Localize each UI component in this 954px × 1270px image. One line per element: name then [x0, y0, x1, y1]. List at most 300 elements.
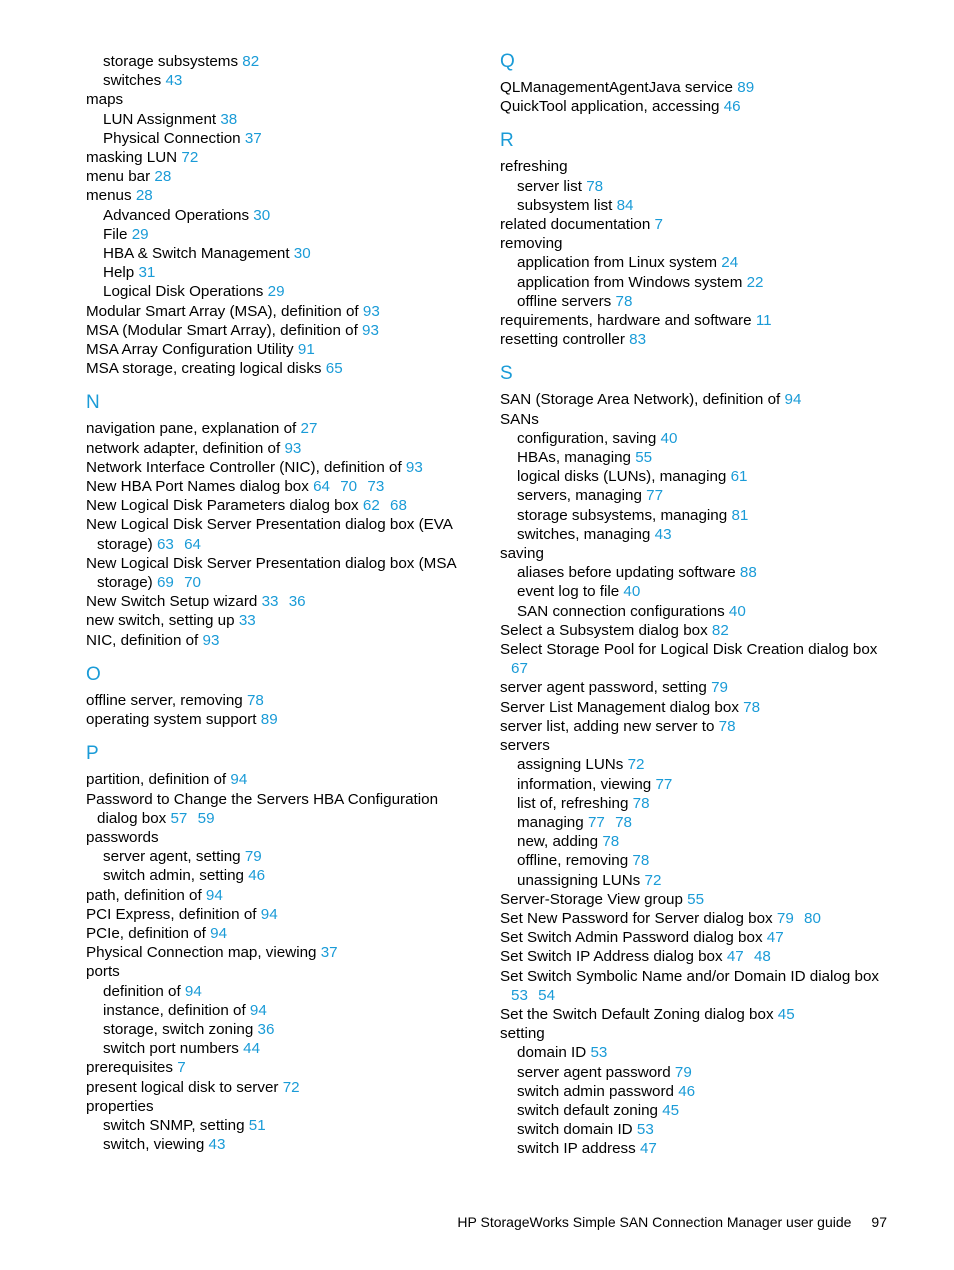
index-term: offline servers	[517, 292, 612, 310]
index-term: File	[103, 225, 128, 243]
page-link[interactable]: 45	[777, 1005, 795, 1023]
index-subentry	[517, 602, 895, 621]
page-link[interactable]: 36	[257, 1020, 275, 1038]
index-subentry	[517, 177, 895, 196]
index-term: NIC, definition of	[86, 631, 199, 649]
page-link[interactable]: 69	[156, 574, 174, 592]
page-link[interactable]: 77	[655, 775, 673, 793]
index-entry	[86, 496, 471, 515]
page-link[interactable]: 29	[267, 283, 285, 301]
index-term: HBA & Switch Management	[103, 245, 290, 263]
index-subentry	[103, 52, 471, 71]
page-link[interactable]: 55	[687, 890, 705, 908]
index-term: SAN connection configurations	[517, 602, 725, 620]
index-term: masking LUN	[86, 149, 178, 167]
index-term: operating system support	[86, 711, 257, 729]
index-subentry	[103, 110, 471, 129]
page-link[interactable]: 78	[632, 852, 650, 870]
index-letter-q: Q	[500, 51, 515, 72]
index-term: Modular Smart Array (MSA), definition of	[86, 302, 359, 320]
page-link[interactable]: 78	[743, 698, 761, 716]
index-term: switch admin, setting	[103, 867, 244, 885]
index-term: present logical disk to server	[86, 1078, 279, 1096]
index-term: domain ID	[517, 1044, 587, 1062]
index-subentry	[103, 1116, 471, 1135]
page-link[interactable]: 40	[660, 429, 678, 447]
index-term: partition, definition of	[86, 771, 227, 789]
page-link[interactable]: 78	[615, 813, 632, 831]
index-subentry	[517, 871, 895, 890]
index-term: list of, refreshing	[517, 794, 629, 812]
index-entry	[86, 419, 471, 438]
page-link[interactable]: 7	[177, 1059, 186, 1077]
index-term: storage, switch zoning	[103, 1020, 254, 1038]
page-link[interactable]: 94	[260, 905, 278, 923]
index-term: switch domain ID	[517, 1121, 633, 1139]
index-term: server list, adding new server to	[500, 717, 715, 735]
index-term: maps	[86, 91, 124, 109]
index-term: navigation pane, explanation of	[86, 420, 297, 438]
index-term: servers	[500, 737, 550, 755]
index-term: unassigning LUNs	[517, 871, 641, 889]
index-column-left	[86, 52, 471, 1154]
index-term: configuration, saving	[517, 429, 657, 447]
index-subentry	[517, 1043, 895, 1062]
page-link[interactable]: 93	[202, 631, 220, 649]
page-link[interactable]: 94	[205, 886, 223, 904]
index-entry	[86, 340, 471, 359]
index-entry	[86, 611, 471, 630]
page-link[interactable]: 47	[639, 1140, 657, 1158]
index-term: New HBA Port Names dialog box	[86, 478, 309, 496]
page-link[interactable]: 46	[248, 867, 266, 885]
page-link[interactable]: 64	[184, 535, 201, 553]
index-entry	[500, 698, 895, 717]
page-link[interactable]: 93	[284, 439, 302, 457]
page-link[interactable]: 46	[723, 98, 741, 116]
index-entry	[86, 943, 471, 962]
index-subentry	[517, 832, 895, 851]
index-entry	[86, 1058, 471, 1077]
index-term: New Logical Disk Parameters dialog box	[86, 497, 359, 515]
index-subentry	[103, 847, 471, 866]
index-term: Select a Subsystem dialog box	[500, 621, 708, 639]
index-term: switches	[103, 72, 162, 90]
index-term: switch IP address	[517, 1140, 636, 1158]
index-term: new, adding	[517, 833, 599, 851]
page-link[interactable]: 24	[721, 254, 739, 272]
index-entry	[500, 544, 895, 563]
index-term: saving	[500, 545, 544, 563]
index-subentry	[103, 225, 471, 244]
index-subentry	[517, 582, 895, 601]
page-link[interactable]: 40	[623, 583, 641, 601]
index-entry	[500, 330, 895, 349]
page-link[interactable]: 43	[654, 525, 672, 543]
index-entry	[86, 554, 471, 592]
index-term: server agent password	[517, 1063, 671, 1081]
index-subentry	[103, 866, 471, 885]
index-entry	[86, 321, 471, 340]
index-term: Set Switch Symbolic Name and/or Domain ID dialog box	[500, 967, 880, 985]
index-term: event log to file	[517, 583, 620, 601]
index-term: path, definition of	[86, 886, 202, 904]
page-link[interactable]: 84	[616, 196, 634, 214]
index-subentry	[517, 1063, 895, 1082]
page-link[interactable]: 63	[156, 535, 174, 553]
index-subentry	[517, 448, 895, 467]
page-link[interactable]: 79	[244, 848, 262, 866]
page-link[interactable]: 94	[249, 1001, 267, 1019]
index-entry	[86, 1078, 471, 1097]
index-subentry	[517, 486, 895, 505]
index-subentry	[103, 263, 471, 282]
index-entry	[500, 215, 895, 234]
page-link[interactable]: 33	[238, 612, 256, 630]
page-link[interactable]: 94	[230, 771, 248, 789]
index-subentry	[517, 851, 895, 870]
index-term: QLManagementAgentJava service	[500, 79, 734, 96]
index-term: new switch, setting up	[86, 612, 235, 630]
index-subentry	[517, 253, 895, 272]
index-term: prerequisites	[86, 1059, 173, 1077]
page-link[interactable]: 28	[154, 168, 172, 186]
index-entry	[500, 157, 895, 176]
page-link[interactable]: 78	[615, 292, 633, 310]
index-term: subsystem list	[517, 196, 613, 214]
index-entry	[500, 621, 895, 640]
page-link[interactable]: 77	[646, 487, 664, 505]
index-letter-r: R	[500, 130, 514, 152]
page-link[interactable]: 33	[261, 593, 279, 611]
index-entry	[86, 148, 471, 167]
index-term: MSA Array Configuration Utility	[86, 341, 294, 359]
page-link[interactable]: 30	[253, 206, 271, 224]
page-link[interactable]: 79	[711, 679, 728, 697]
footer-title: HP StorageWorks Simple SAN Connection Manager user guide	[457, 1214, 852, 1230]
index-entry	[500, 890, 895, 909]
index-subentry	[517, 196, 895, 215]
page-link[interactable]: 46	[678, 1082, 696, 1100]
page-link[interactable]: 44	[243, 1040, 261, 1058]
index-entry	[86, 167, 471, 186]
index-subentry	[103, 1039, 471, 1058]
page-link[interactable]: 40	[728, 602, 746, 620]
page-link[interactable]: 89	[260, 711, 278, 729]
index-subentry	[517, 813, 895, 832]
index-subentry	[517, 1101, 895, 1120]
index-entry	[86, 710, 471, 729]
index-term: refreshing	[500, 158, 568, 176]
page-link[interactable]: 59	[197, 809, 215, 827]
index-entry	[500, 390, 895, 409]
index-entry	[86, 592, 471, 611]
index-term: Set the Switch Default Zoning dialog box	[500, 1005, 774, 1023]
page-link[interactable]: 93	[405, 458, 423, 476]
page-link[interactable]: 53	[511, 986, 528, 1004]
index-term: server agent password, setting	[500, 679, 707, 697]
index-subentry	[517, 467, 895, 486]
index-letter-s: S	[500, 363, 513, 385]
index-subentry	[103, 282, 471, 301]
index-entry	[86, 302, 471, 321]
index-term: Logical Disk Operations	[103, 283, 264, 301]
index-term: Server List Management dialog box	[500, 698, 739, 716]
index-term: Network Interface Controller (NIC), definition of	[86, 458, 402, 476]
index-term: application from Linux system	[517, 254, 718, 272]
page-link[interactable]: 47	[766, 929, 784, 947]
page-link[interactable]: 65	[325, 360, 343, 378]
page-link[interactable]: 89	[737, 79, 755, 96]
page-link[interactable]: 51	[248, 1116, 266, 1134]
index-subentry	[517, 755, 895, 774]
index-term: managing	[517, 813, 584, 831]
page-link[interactable]: 79	[776, 909, 794, 927]
index-term: Password to Change the Servers HBA Configuration dialog box	[86, 790, 439, 827]
page-link[interactable]: 73	[367, 478, 385, 496]
page-link[interactable]: 70	[184, 574, 201, 592]
index-term: PCI Express, definition of	[86, 905, 257, 923]
index-subentry	[103, 206, 471, 225]
index-entry	[500, 947, 895, 966]
index-entry	[86, 691, 471, 710]
index-term: Set New Password for Server dialog box	[500, 909, 773, 927]
index-subentry	[517, 292, 895, 311]
index-term: switches, managing	[517, 525, 651, 543]
page-link[interactable]: 45	[662, 1101, 680, 1119]
page-link[interactable]: 78	[602, 833, 620, 851]
index-entry	[500, 97, 895, 116]
index-term: resetting controller	[500, 331, 625, 349]
index-entry	[500, 640, 895, 678]
page-link[interactable]: 88	[739, 564, 757, 582]
page-link[interactable]: 38	[220, 110, 238, 128]
index-term: server agent, setting	[103, 848, 241, 866]
index-entry	[500, 717, 895, 736]
index-entry	[86, 962, 471, 981]
page-link[interactable]: 68	[390, 497, 407, 515]
index-term: switch, viewing	[103, 1136, 205, 1154]
index-entry	[86, 770, 471, 789]
index-term: servers, managing	[517, 487, 642, 505]
page-number: 97	[871, 1214, 887, 1230]
index-term: HBAs, managing	[517, 449, 631, 467]
index-term: logical disks (LUNs), managing	[517, 468, 727, 486]
page-link[interactable]: 37	[244, 129, 262, 147]
index-term: storage subsystems, managing	[517, 506, 728, 524]
index-subentry	[517, 273, 895, 292]
index-term: New Switch Setup wizard	[86, 593, 258, 611]
index-subentry	[517, 794, 895, 813]
page-link[interactable]: 72	[282, 1078, 300, 1096]
page-link[interactable]: 28	[135, 187, 153, 205]
index-term: aliases before updating software	[517, 564, 736, 582]
index-term: ports	[86, 963, 120, 981]
index-term: requirements, hardware and software	[500, 312, 752, 330]
index-term: Advanced Operations	[103, 206, 250, 224]
index-term: switch port numbers	[103, 1040, 239, 1058]
index-entry	[86, 458, 471, 477]
index-subentry	[103, 1001, 471, 1020]
page-link[interactable]: 37	[320, 944, 338, 962]
index-entry	[500, 234, 895, 253]
page-link[interactable]: 30	[293, 245, 311, 263]
index-entry	[500, 311, 895, 330]
index-letter-o: O	[86, 663, 101, 685]
page-link[interactable]: 48	[753, 948, 771, 966]
index-entry	[86, 828, 471, 847]
index-term: Physical Connection	[103, 129, 241, 147]
page-link[interactable]: 77	[587, 813, 605, 831]
page-link[interactable]: 78	[632, 794, 650, 812]
page-link[interactable]: 22	[746, 273, 764, 291]
index-term: New Logical Disk Server Presentation dialog box (MSA storage)	[86, 554, 456, 592]
index-entry	[500, 928, 895, 947]
index-subentry	[103, 244, 471, 263]
page-link[interactable]: 47	[726, 948, 744, 966]
page-link[interactable]: 72	[627, 756, 645, 774]
index-term: menu bar	[86, 168, 151, 186]
page-link[interactable]: 93	[362, 321, 379, 339]
page-link[interactable]: 27	[300, 420, 318, 438]
index-term: properties	[86, 1097, 154, 1115]
page-link[interactable]: 79	[674, 1063, 692, 1081]
index-term: SAN (Storage Area Network), definition of	[500, 391, 781, 409]
index-entry	[500, 1024, 895, 1043]
index-term: server list	[517, 177, 582, 195]
page-link[interactable]: 93	[362, 302, 380, 320]
page-link[interactable]: 7	[654, 216, 663, 234]
index-entry	[500, 410, 895, 429]
index-term: offline server, removing	[86, 691, 243, 709]
index-entry	[86, 477, 471, 496]
page-link[interactable]: 11	[755, 312, 772, 330]
page-link[interactable]: 80	[804, 909, 821, 927]
index-entry	[86, 90, 471, 109]
page-link[interactable]: 91	[297, 341, 315, 359]
index-entry	[86, 790, 471, 828]
index-entry	[86, 886, 471, 905]
index-subentry	[517, 1120, 895, 1139]
page-link[interactable]: 94	[184, 982, 202, 1000]
page-link[interactable]: 72	[644, 871, 662, 889]
index-term: passwords	[86, 828, 159, 846]
index-term: Select Storage Pool for Logical Disk Creation dialog box	[500, 641, 878, 659]
index-term: PCIe, definition of	[86, 924, 206, 942]
index-subentry	[517, 429, 895, 448]
index-subentry	[103, 1020, 471, 1039]
index-subentry	[517, 1139, 895, 1158]
page-link[interactable]: 54	[538, 986, 556, 1004]
page-link[interactable]: 78	[718, 717, 736, 735]
page-link[interactable]: 43	[165, 72, 183, 90]
page-link[interactable]: 72	[181, 149, 199, 167]
page-link[interactable]: 53	[590, 1044, 608, 1062]
index-term: switch default zoning	[517, 1101, 658, 1119]
index-letter-p: P	[86, 743, 99, 765]
index-subentry	[103, 129, 471, 148]
index-term: SANs	[500, 410, 539, 428]
index-term: assigning LUNs	[517, 756, 624, 774]
index-subentry	[103, 982, 471, 1001]
page-link[interactable]: 94	[210, 924, 228, 942]
index-subentry	[103, 1135, 471, 1154]
page-link[interactable]: 53	[636, 1121, 654, 1139]
index-subentry	[517, 525, 895, 544]
index-entry	[500, 967, 895, 1005]
page-link[interactable]: 81	[731, 506, 749, 524]
index-entry	[86, 439, 471, 458]
index-entry	[86, 905, 471, 924]
page-link[interactable]: 82	[242, 53, 260, 70]
index-term: related documentation	[500, 216, 651, 234]
page-link[interactable]: 83	[629, 331, 647, 349]
index-entry	[500, 678, 895, 697]
index-entry	[500, 78, 895, 97]
page-link[interactable]: 64	[313, 478, 330, 496]
page-link[interactable]: 94	[784, 391, 802, 409]
index-subentry	[517, 1082, 895, 1101]
index-term: Server-Storage View group	[500, 890, 683, 908]
index-term: MSA (Modular Smart Array), definition of	[86, 321, 358, 339]
index-term: Set Switch IP Address dialog box	[500, 948, 723, 966]
index-entry	[86, 1097, 471, 1116]
index-subentry	[103, 71, 471, 90]
index-term: application from Windows system	[517, 273, 743, 291]
index-term: setting	[500, 1025, 545, 1043]
index-letter-n: N	[86, 392, 100, 414]
index-entry	[86, 359, 471, 378]
page-link[interactable]: 78	[586, 177, 604, 195]
page-footer	[0, 1213, 887, 1231]
page-link[interactable]: 61	[730, 468, 748, 486]
index-term: definition of	[103, 982, 181, 1000]
page-link[interactable]: 70	[340, 478, 358, 496]
index-term: storage subsystems	[103, 53, 239, 70]
index-term: menus	[86, 187, 132, 205]
index-entry	[86, 924, 471, 943]
index-entry	[86, 515, 471, 553]
page-link[interactable]: 36	[288, 593, 306, 611]
index-term: switch SNMP, setting	[103, 1116, 245, 1134]
page-link[interactable]: 43	[208, 1136, 226, 1154]
page-link[interactable]: 57	[170, 809, 188, 827]
index-term: Help	[103, 264, 135, 282]
index-entry	[500, 736, 895, 755]
page-link[interactable]: 29	[131, 225, 149, 243]
index-term: instance, definition of	[103, 1001, 246, 1019]
page-link[interactable]: 31	[138, 264, 156, 282]
index-term: MSA storage, creating logical disks	[86, 360, 322, 378]
page-link[interactable]: 55	[635, 449, 653, 467]
index-entry	[500, 1005, 895, 1024]
index-term: Physical Connection map, viewing	[86, 944, 317, 962]
index-term: New Logical Disk Server Presentation dialog box (EVA storage)	[86, 516, 453, 553]
page-link[interactable]: 82	[711, 621, 729, 639]
index-term: offline, removing	[517, 852, 629, 870]
index-subentry	[517, 775, 895, 794]
page-link[interactable]: 67	[511, 660, 528, 678]
index-term: Set Switch Admin Password dialog box	[500, 929, 763, 947]
index-term: information, viewing	[517, 775, 652, 793]
page-link[interactable]: 62	[362, 497, 380, 515]
index-entry	[86, 186, 471, 205]
index-term: removing	[500, 235, 563, 253]
page-link[interactable]: 78	[246, 691, 264, 709]
index-entry	[500, 909, 895, 928]
index-column-right	[500, 52, 895, 1159]
index-term: QuickTool application, accessing	[500, 98, 720, 116]
